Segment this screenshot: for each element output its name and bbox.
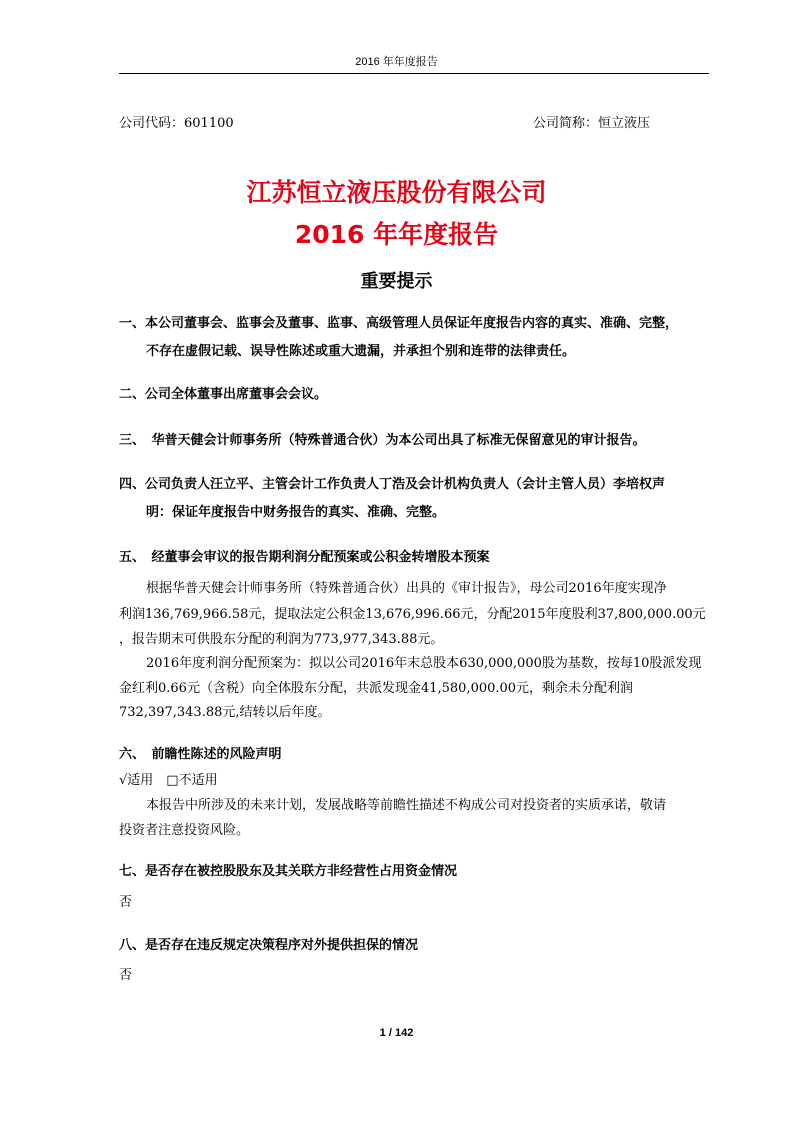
notice-3: 三、 华普天健会计师事务所（特殊普通合伙）为本公司出具了标准无保留意见的审计报告。 (119, 433, 646, 448)
important-notice-heading: 重要提示 (360, 271, 433, 292)
notice-1-line1: 一、本公司董事会、监事会及董事、监事、高级管理人员保证年度报告内容的真实、准确、完整， (119, 316, 679, 331)
applicable-checkbox-line: √适用 □不适用 (119, 773, 218, 788)
risk-statement-line1: 本报告中所涉及的未来计划，发展战略等前瞻性描述不构成公司对投资者的实质承诺，敬请 (146, 798, 667, 813)
notice-6-heading: 六、 前瞻性陈述的风险声明 (119, 747, 282, 762)
dividend-para1-line2: 利润136,769,966.58元，提取法定公积金13,676,996.66元，分配2015年度股利37,800,000.00元 (119, 607, 706, 622)
report-title-year: 2016 年年度报告 (294, 220, 499, 249)
header-divider (119, 73, 709, 74)
notice-2: 二、公司全体董事出席董事会会议。 (119, 387, 328, 402)
notice-4-line2: 明：保证年度报告中财务报告的真实、准确、完整。 (146, 505, 446, 520)
dividend-para1-line3: ，报告期末可供股东分配的利润为773,977,343.88元。 (119, 632, 444, 647)
report-title-company: 江苏恒立液压股份有限公司 (246, 178, 547, 207)
dividend-para2-line2: 金红利0.66元（含税）向全体股东分配，共派发现金41,580,000.00元，剩余未分配利润 (119, 681, 634, 696)
notice-5-heading: 五、 经董事会审议的报告期利润分配预案或公积金转增股本预案 (119, 550, 490, 565)
dividend-para2-line3: 732,397,343.88元,结转以后年度。 (119, 705, 331, 720)
company-code: 公司代码：601100 (119, 116, 234, 131)
running-header: 2016 年年度报告 (355, 56, 438, 68)
page-number: 1 / 142 (379, 1027, 414, 1039)
notice-1-line2: 不存在虚假记载、误导性陈述或重大遗漏，并承担个别和连带的法律责任。 (146, 344, 576, 359)
dividend-para1-line1: 根据华普天健会计师事务所（特殊普通合伙）出具的《审计报告》，母公司2016年度实现净 (146, 581, 667, 596)
notice-8-heading: 八、是否存在违反规定决策程序对外提供担保的情况 (119, 938, 419, 953)
notice-7-answer: 否 (119, 895, 133, 910)
company-short-name: 公司简称：恒立液压 (533, 116, 651, 131)
dividend-para2-line1: 2016年度利润分配预案为：拟以公司2016年末总股本630,000,000股为基数，按每10股派发现 (146, 656, 702, 671)
risk-statement-line2: 投资者注意投资风险。 (119, 823, 250, 838)
notice-7-heading: 七、是否存在被控股股东及其关联方非经营性占用资金情况 (119, 864, 458, 879)
notice-8-answer: 否 (119, 968, 133, 983)
notice-4-line1: 四、公司负责人汪立平、主管会计工作负责人丁浩及会计机构负责人（会计主管人员）李培权声 (119, 477, 666, 492)
